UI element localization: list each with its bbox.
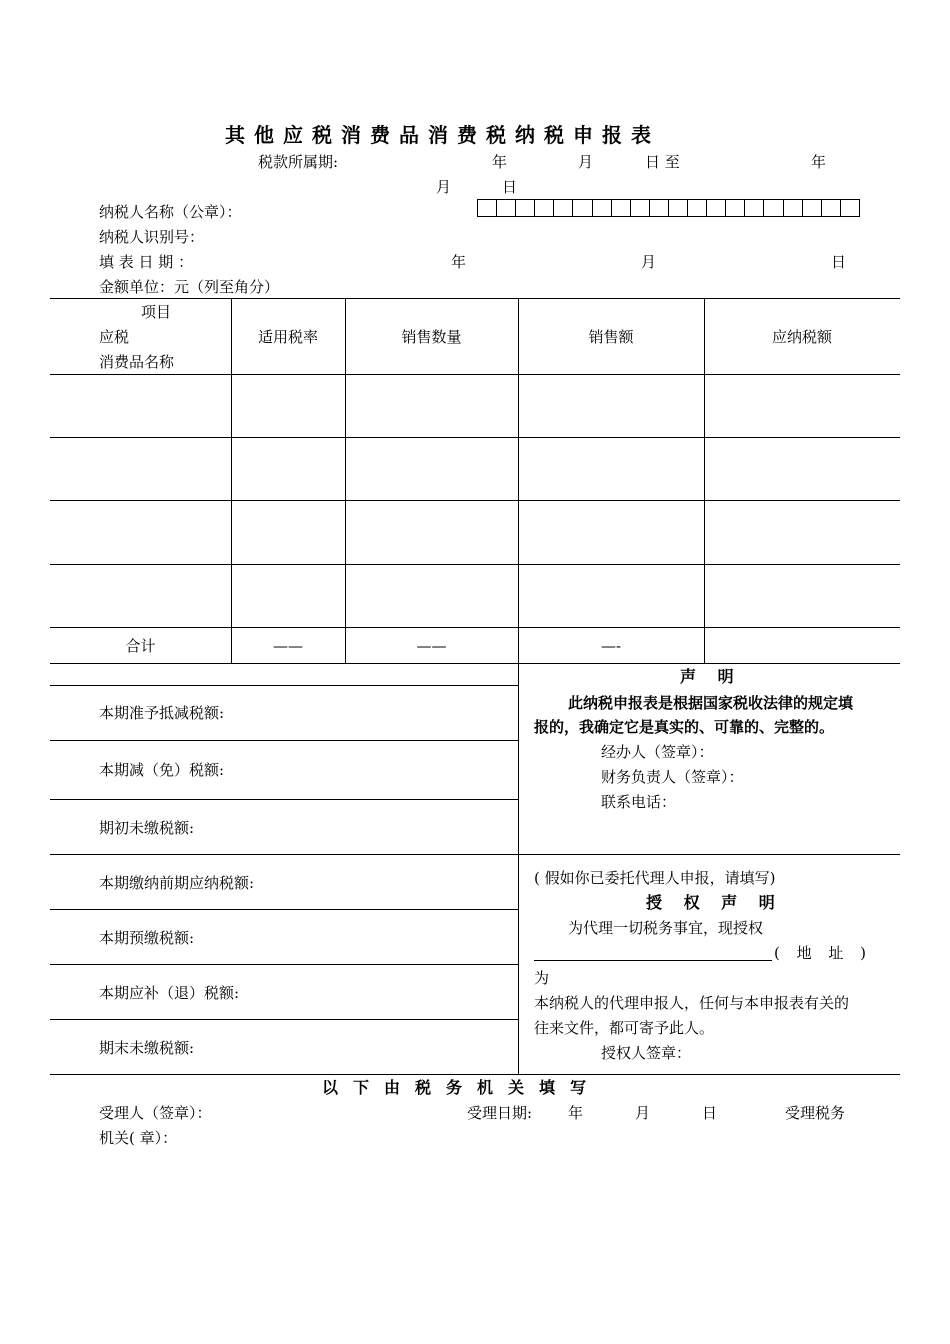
handler-label: 经办人（签章）： <box>601 743 714 761</box>
prepaid-label: 本期预缴税额: <box>99 929 195 947</box>
lower-row-line <box>50 909 518 910</box>
declaration-text-2: 报的，我确定它是真实的、可靠的、完整的。 <box>534 718 835 736</box>
header-sales-qty: 销售数量 <box>401 328 462 346</box>
total-rate: —— <box>273 637 303 655</box>
table-row-line <box>50 564 900 565</box>
period-month-2: 月 <box>436 178 452 196</box>
taxpayer-id-label: 纳税人识别号： <box>99 228 205 246</box>
period-day-to: 日 至 <box>645 153 680 171</box>
authorization-line-3: 往来文件，都可寄予此人。 <box>534 1019 715 1037</box>
lower-row-line <box>50 685 518 686</box>
header-item: 项目 <box>141 303 172 321</box>
receive-date-label: 受理日期: <box>467 1104 533 1122</box>
declaration-text-1: 此纳税申报表是根据国家税收法律的规定填 <box>568 694 854 712</box>
receive-date-day: 日 <box>702 1104 718 1122</box>
deduct-label: 本期准予抵减税额: <box>99 704 225 722</box>
lower-row-line <box>50 854 900 855</box>
reduce-label: 本期减（免）税额: <box>99 761 225 779</box>
authorization-title: 授 权 声 明 <box>646 893 783 912</box>
receiver-label: 受理人（签章）： <box>99 1104 212 1122</box>
header-product-name: 消费品名称 <box>99 353 175 371</box>
fill-date-year: 年 <box>451 253 467 271</box>
period-year-2: 年 <box>811 153 827 171</box>
fill-date-month: 月 <box>641 253 657 271</box>
unpaid-end-label: 期末未缴税额: <box>99 1039 195 1057</box>
table-col-line <box>345 298 346 663</box>
lower-divider <box>518 663 519 1074</box>
amount-unit-label: 金额单位：元（列至角分） <box>99 278 280 296</box>
authorization-address: ( 地 址 ) <box>774 944 873 962</box>
lower-row-line <box>50 799 518 800</box>
table-col-line <box>518 298 519 663</box>
lower-bottom-line <box>50 1074 900 1075</box>
header-tax-payable: 应纳税额 <box>771 328 832 346</box>
header-taxable: 应税 <box>99 328 130 346</box>
authorization-wei: 为 <box>534 969 550 987</box>
table-row-line <box>50 627 900 628</box>
table-col-line <box>704 298 705 663</box>
total-label: 合计 <box>125 637 156 655</box>
fill-date-day: 日 <box>831 253 847 271</box>
table-top-border <box>50 298 900 299</box>
tax-office-label-2: 机关( 章）： <box>99 1129 178 1147</box>
authorization-line-2: 本纳税人的代理申报人，任何与本申报表有关的 <box>534 994 850 1012</box>
receive-date-month: 月 <box>635 1104 651 1122</box>
lower-row-line <box>50 964 518 965</box>
period-day-2: 日 <box>502 178 518 196</box>
tax-office-title: 以下由税务机关填写 <box>322 1078 602 1097</box>
agent-name-blank[interactable] <box>534 960 772 961</box>
table-header-bottom <box>50 374 900 375</box>
total-qty: —— <box>416 637 447 655</box>
phone-label: 联系电话： <box>601 793 677 811</box>
finance-label: 财务负责人（签章）： <box>601 768 744 786</box>
authorization-note: ( 假如你已委托代理人申报，请填写) <box>534 869 776 887</box>
header-sales-amount: 销售额 <box>588 328 634 346</box>
unpaid-begin-label: 期初未缴税额: <box>99 819 195 837</box>
period-month-1: 月 <box>578 153 594 171</box>
lower-row-line <box>50 1019 518 1020</box>
taxpayer-name-label: 纳税人名称（公章）： <box>99 203 242 221</box>
paid-prior-label: 本期缴纳前期应纳税额: <box>99 874 255 892</box>
lower-row-line <box>50 740 518 741</box>
table-total-bottom <box>50 663 900 664</box>
receive-date-year: 年 <box>568 1104 584 1122</box>
period-label: 税款所属期: <box>258 153 339 171</box>
authorizer-signature-label: 授权人签章： <box>601 1044 692 1062</box>
authorization-line-1: 为代理一切税务事宜，现授权 <box>568 919 764 937</box>
table-row-line <box>50 500 900 501</box>
page-title: 其他应税消费品消费税纳税申报表 <box>225 123 660 147</box>
taxpayer-id-boxes[interactable] <box>477 199 860 217</box>
fill-date-label: 填 表 日 期 ： <box>99 253 194 271</box>
header-tax-rate: 适用税率 <box>257 328 318 346</box>
table-col-line <box>231 298 232 663</box>
supplement-label: 本期应补（退）税额: <box>99 984 240 1002</box>
tax-office-label-1: 受理税务 <box>785 1104 846 1122</box>
period-year-1: 年 <box>492 153 508 171</box>
declaration-title: 声 明 <box>680 667 742 686</box>
table-row-line <box>50 437 900 438</box>
total-sales: —- <box>600 637 622 655</box>
